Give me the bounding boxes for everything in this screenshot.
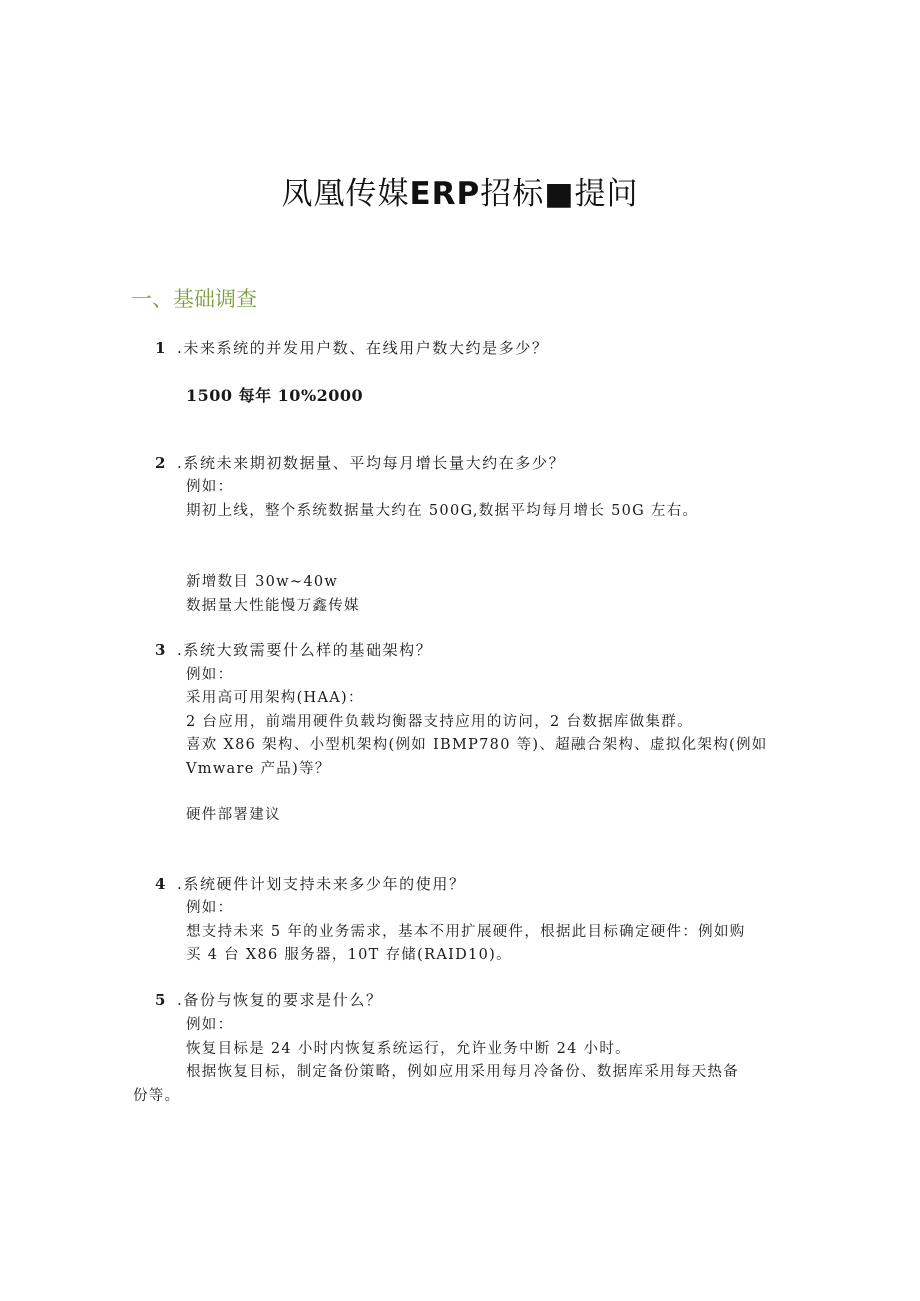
title-part-5: 提问 — [574, 176, 639, 212]
body-line: 数据量大性能慢万鑫传媒 — [186, 598, 360, 614]
question-text: .系统硬件计划支持未来多少年的使用？ — [177, 875, 466, 893]
body-line: 恢复目标是 24 小时内恢复系统运行，允许业务中断 24 小时。 — [186, 1041, 631, 1057]
question-4 — [155, 873, 466, 894]
body-line: 份等。 — [133, 1088, 181, 1104]
body-line: 2 台应用，前端用硬件负载均衡器支持应用的访问，2 台数据库做集群。 — [186, 714, 693, 730]
question-text: .系统大致需要什么样的基础架构？ — [177, 641, 433, 659]
body-line: 根据恢复目标，制定备份策略，例如应用采用每月冷备份、数据库采用每天热备 — [186, 1064, 739, 1080]
section-heading: 一、基础调查 — [131, 287, 257, 311]
page-title — [0, 168, 920, 213]
question-number: 4 — [155, 875, 168, 893]
title-part-3: 招标 — [480, 176, 545, 212]
body-line: 喜欢 X86 架构、小型机架构(例如 IBMP780 等)、超融合架构、虚拟化架构(例如 — [186, 737, 768, 753]
body-line: 例如： — [186, 900, 234, 916]
body-line: 例如： — [186, 479, 234, 495]
question-text: .备份与恢复的要求是什么？ — [177, 991, 383, 1009]
body-line: 新增数目 30w~40w — [186, 574, 339, 590]
title-part-erp: ERP — [409, 176, 481, 212]
question-text: .未来系统的并发用户数、在线用户数大约是多少？ — [177, 339, 549, 357]
question-2 — [155, 452, 565, 473]
title-square-glyph: ■ — [544, 176, 575, 212]
question-3 — [155, 639, 432, 660]
body-line: 例如： — [186, 1017, 234, 1033]
body-line: 想支持未来 5 年的业务需求，基本不用扩展硬件，根据此目标确定硬件：例如购 — [186, 924, 746, 940]
title-part-1: 凤凰传媒 — [281, 176, 410, 212]
question-text: .系统未来期初数据量、平均每月增长量大约在多少？ — [177, 454, 566, 472]
body-line: 期初上线，整个系统数据量大约在 500G,数据平均每月增长 50G 左右。 — [186, 503, 699, 519]
question-number: 1 — [155, 339, 168, 357]
body-line: 采用高可用架构(HAA)： — [186, 690, 364, 706]
question-1 — [155, 337, 549, 358]
body-line: Vmware 产品)等？ — [186, 761, 331, 777]
question-number: 5 — [155, 991, 168, 1009]
body-line: 硬件部署建议 — [186, 807, 281, 823]
question-number: 3 — [155, 641, 168, 659]
body-line: 例如： — [186, 667, 234, 683]
question-5 — [155, 989, 383, 1010]
answer-line: 1500 每年 10%2000 — [186, 386, 364, 405]
question-number: 2 — [155, 454, 168, 472]
body-line: 买 4 台 X86 服务器，10T 存储(RAID10)。 — [186, 947, 512, 963]
